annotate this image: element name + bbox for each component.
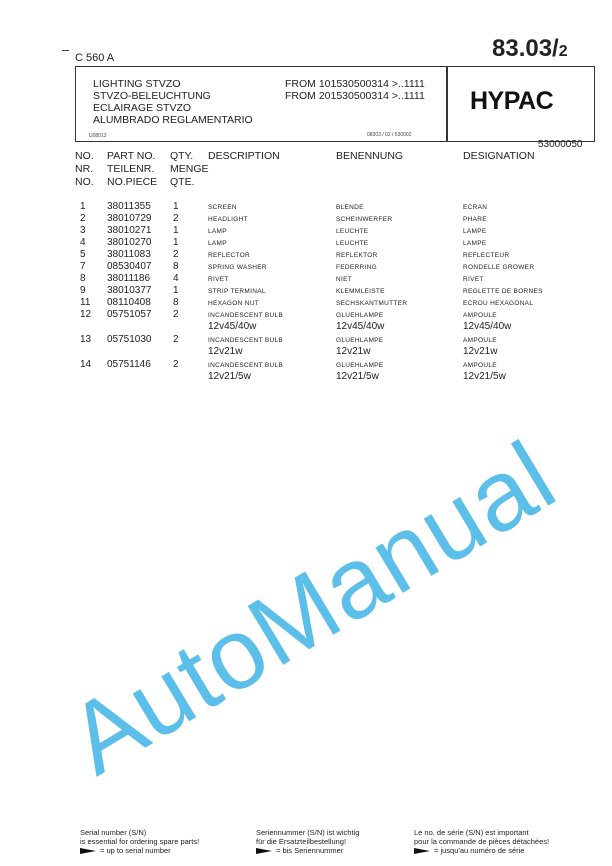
footer-en-line1: Serial number (S/N): [80, 828, 147, 837]
footer-fr: [414, 828, 549, 855]
row-benennung: LEUCHTE: [336, 240, 369, 247]
row-description-spec: 12v21/5w: [208, 371, 251, 382]
row-description: RIVET: [208, 276, 229, 283]
header-qty: MENGE: [170, 163, 209, 175]
corner-mark: [62, 50, 69, 51]
row-qty: 1: [173, 225, 179, 236]
row-qty: 1: [173, 237, 179, 248]
page-number-main: 83.03/: [492, 35, 559, 62]
row-designation: AMPOULE: [463, 312, 497, 319]
row-part-no: 38010729: [107, 213, 152, 224]
footer-de-line3: = bis Seriennummer: [276, 846, 344, 855]
row-designation: ECRAN: [463, 204, 488, 211]
header-no: NO.: [75, 150, 94, 162]
row-description: LAMP: [208, 228, 227, 235]
title-en: LIGHTING STVZO: [93, 78, 181, 90]
header-no: NR.: [75, 163, 94, 175]
header-part-no: NO.PIECE: [107, 176, 158, 188]
row-part-no: 08110408: [107, 297, 151, 308]
row-no: 4: [80, 237, 86, 248]
row-benennung: BLENDE: [336, 204, 364, 211]
header-part-no: TEILENR.: [107, 163, 155, 175]
row-no: 8: [80, 273, 86, 284]
row-benennung: REFLEKTOR: [336, 252, 378, 259]
footer-en-line3: = up to serial number: [100, 846, 171, 855]
row-no: 14: [80, 359, 92, 370]
row-no: 9: [80, 285, 86, 296]
row-designation: REFLECTEUR: [463, 252, 510, 259]
row-designation: PHARE: [463, 216, 487, 223]
row-part-no: 08530407: [107, 261, 152, 272]
row-benennung: FEDERRING: [336, 264, 377, 271]
row-no: 11: [80, 297, 91, 308]
row-qty: 2: [173, 309, 179, 320]
row-benennung: GLUEHLAMPE: [336, 362, 384, 369]
code-right: 08303 / 02 / 530002: [367, 132, 412, 138]
page-number-sub: 2: [558, 43, 568, 60]
row-no: 1: [80, 201, 86, 212]
footer-de: [256, 828, 359, 855]
row-part-no: 38010377: [107, 285, 152, 296]
row-designation: REGLETTE DE BORNES: [463, 288, 543, 295]
row-qty: 4: [173, 273, 179, 284]
header-benennung: BENENNUNG: [336, 150, 404, 162]
title-es: ALUMBRADO REGLAMENTARIO: [93, 114, 253, 126]
footer-fr-line3: = jusqu'au numéro de série: [434, 846, 525, 855]
row-designation: LAMPE: [463, 240, 487, 247]
row-description: REFLECTOR: [208, 252, 250, 259]
row-benennung: SECHSKANTMUTTER: [336, 300, 408, 307]
row-no: 3: [80, 225, 86, 236]
row-designation: LAMPE: [463, 228, 487, 235]
model-label: C 560 A: [75, 52, 115, 64]
row-designation-spec: 12v21/5w: [463, 371, 506, 382]
row-benennung-spec: 12v45/40w: [336, 321, 385, 332]
row-part-no: 38010271: [107, 225, 152, 236]
row-description: HEXAGON NUT: [208, 300, 259, 307]
header-qty: QTE.: [170, 176, 195, 188]
row-designation-spec: 12v45/40w: [463, 321, 512, 332]
header-description: DESCRIPTION: [208, 150, 280, 162]
header-qty: QTY.: [170, 150, 194, 162]
row-qty: 1: [173, 201, 179, 212]
row-no: 13: [80, 334, 92, 345]
row-description: LAMP: [208, 240, 227, 247]
row-part-no: 05751146: [107, 359, 151, 370]
header-designation: DESIGNATION: [463, 150, 535, 162]
row-no: 12: [80, 309, 92, 320]
title-fr: ECLAIRAGE STVZO: [93, 102, 192, 114]
row-benennung: GLUEHLAMPE: [336, 337, 384, 344]
row-qty: 2: [173, 359, 179, 370]
row-designation: AMPOULE: [463, 362, 497, 369]
row-description-spec: 12v45/40w: [208, 321, 257, 332]
row-benennung: LEUCHTE: [336, 228, 369, 235]
footer-en: [80, 828, 199, 855]
reference-number: 53000050: [538, 139, 583, 150]
title-de: STVZO-BELEUCHTUNG: [93, 90, 211, 102]
row-part-no: 38010270: [107, 237, 152, 248]
code-left: U08013: [89, 133, 107, 139]
row-description: HEADLIGHT: [208, 216, 248, 223]
row-part-no: 38011186: [107, 273, 151, 284]
row-designation: RIVET: [463, 276, 484, 283]
title-box-divider: [446, 66, 448, 142]
row-designation-spec: 12v21w: [463, 346, 498, 357]
row-description: STRIP TERMINAL: [208, 288, 266, 295]
row-no: 2: [80, 213, 86, 224]
row-part-no: 38011083: [107, 249, 151, 260]
row-benennung: SCHEINWERFER: [336, 216, 393, 223]
header-no: NO.: [75, 176, 94, 188]
row-qty: 1: [173, 285, 179, 296]
row-designation: AMPOULE: [463, 337, 497, 344]
row-designation: RONDELLE GROWER: [463, 264, 535, 271]
row-part-no: 05751057: [107, 309, 152, 320]
row-description: INCANDESCENT BULB: [208, 312, 284, 319]
arrow-icon: [80, 848, 96, 854]
row-qty: 8: [173, 297, 179, 308]
row-qty: 2: [173, 249, 179, 260]
header-part-no: PART NO.: [107, 150, 156, 162]
row-qty: 8: [173, 261, 179, 272]
footer-de-line2: für die Ersatzteilbestellung!: [256, 837, 347, 846]
row-benennung-spec: 12v21w: [336, 346, 371, 357]
footer-en-line2: is essential for ordering spare parts!: [80, 837, 200, 846]
row-no: 5: [80, 249, 86, 260]
row-no: 7: [80, 261, 86, 272]
row-description: SPRING WASHER: [208, 264, 267, 271]
serial-from-2: FROM 201530500314 >..1111: [285, 90, 425, 102]
row-qty: 2: [173, 334, 179, 345]
row-part-no: 05751030: [107, 334, 152, 345]
watermark: AutoManual: [50, 419, 574, 797]
row-description: INCANDESCENT BULB: [208, 362, 284, 369]
row-benennung: GLUEHLAMPE: [336, 312, 384, 319]
footer-de-line1: Seriennummer (S/N) ist wichtig: [256, 828, 360, 837]
row-part-no: 38011355: [107, 201, 151, 212]
row-benennung-spec: 12v21/5w: [336, 371, 379, 382]
footer-fr-line1: Le no. de série (S/N) est important: [414, 828, 529, 837]
arrow-icon: [414, 848, 430, 854]
row-qty: 2: [173, 213, 179, 224]
row-description: SCREEN: [208, 204, 237, 211]
page-number: [492, 36, 568, 65]
row-benennung: NIET: [336, 276, 353, 283]
arrow-icon: [256, 848, 272, 854]
footer-fr-line2: pour la commande de pièces détachées!: [414, 837, 550, 846]
serial-from-1: FROM 101530500314 >..1111: [285, 78, 425, 90]
row-designation: ECROU HEXAGONAL: [463, 300, 534, 307]
row-benennung: KLEMMLEISTE: [336, 288, 385, 295]
hypac-logo: HYPAC: [470, 87, 554, 115]
row-description-spec: 12v21w: [208, 346, 243, 357]
row-description: INCANDESCENT BULB: [208, 337, 284, 344]
